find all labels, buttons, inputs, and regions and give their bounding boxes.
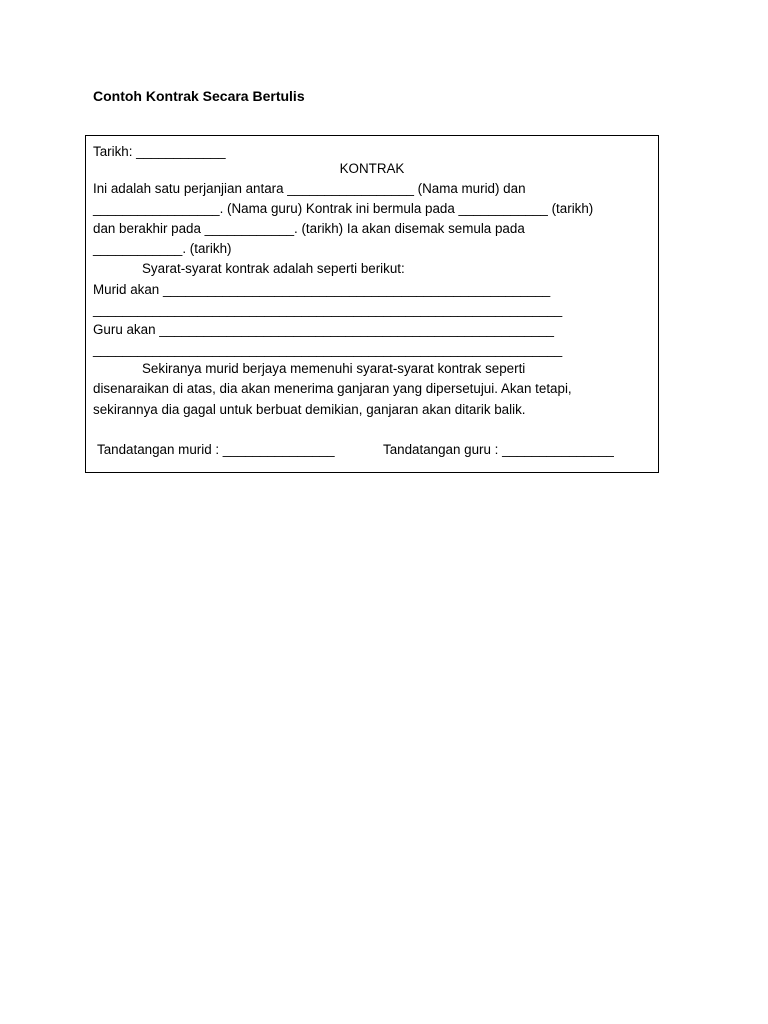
student-obligation-line: Murid akan ____________________________________________________ bbox=[93, 282, 551, 297]
agreement-line-4: ____________. (tarikh) bbox=[93, 241, 232, 256]
teacher-obligation-line: Guru akan _____________________________________________________ bbox=[93, 322, 554, 337]
student-obligation-line-2: _______________________________________________________________ bbox=[93, 302, 563, 317]
terms-intro: Syarat-syarat kontrak adalah seperti berikut: bbox=[142, 261, 405, 276]
closing-line-1: Sekiranya murid berjaya memenuhi syarat-syarat kontrak seperti bbox=[142, 361, 526, 376]
closing-line-2: disenaraikan di atas, dia akan menerima ganjaran yang dipersetujui. Akan tetapi, bbox=[93, 381, 572, 396]
agreement-line-1: Ini adalah satu perjanjian antara _________________ (Nama murid) dan bbox=[93, 181, 526, 196]
contract-title: KONTRAK bbox=[339, 161, 405, 176]
agreement-line-3: dan berakhir pada ____________. (tarikh) Ia akan disemak semula pada bbox=[93, 221, 525, 236]
teacher-signature-line: Tandatangan guru : _______________ bbox=[383, 442, 614, 457]
date-line: Tarikh: ____________ bbox=[93, 144, 226, 159]
teacher-obligation-line-2: _______________________________________________________________ bbox=[93, 342, 563, 357]
closing-line-3: sekirannya dia gagal untuk berbuat demikian, ganjaran akan ditarik balik. bbox=[93, 402, 526, 417]
student-signature-line: Tandatangan murid : _______________ bbox=[97, 442, 335, 457]
page-title: Contoh Kontrak Secara Bertulis bbox=[93, 88, 305, 104]
agreement-line-2: _________________. (Nama guru) Kontrak ini bermula pada ____________ (tarikh) bbox=[93, 201, 594, 216]
